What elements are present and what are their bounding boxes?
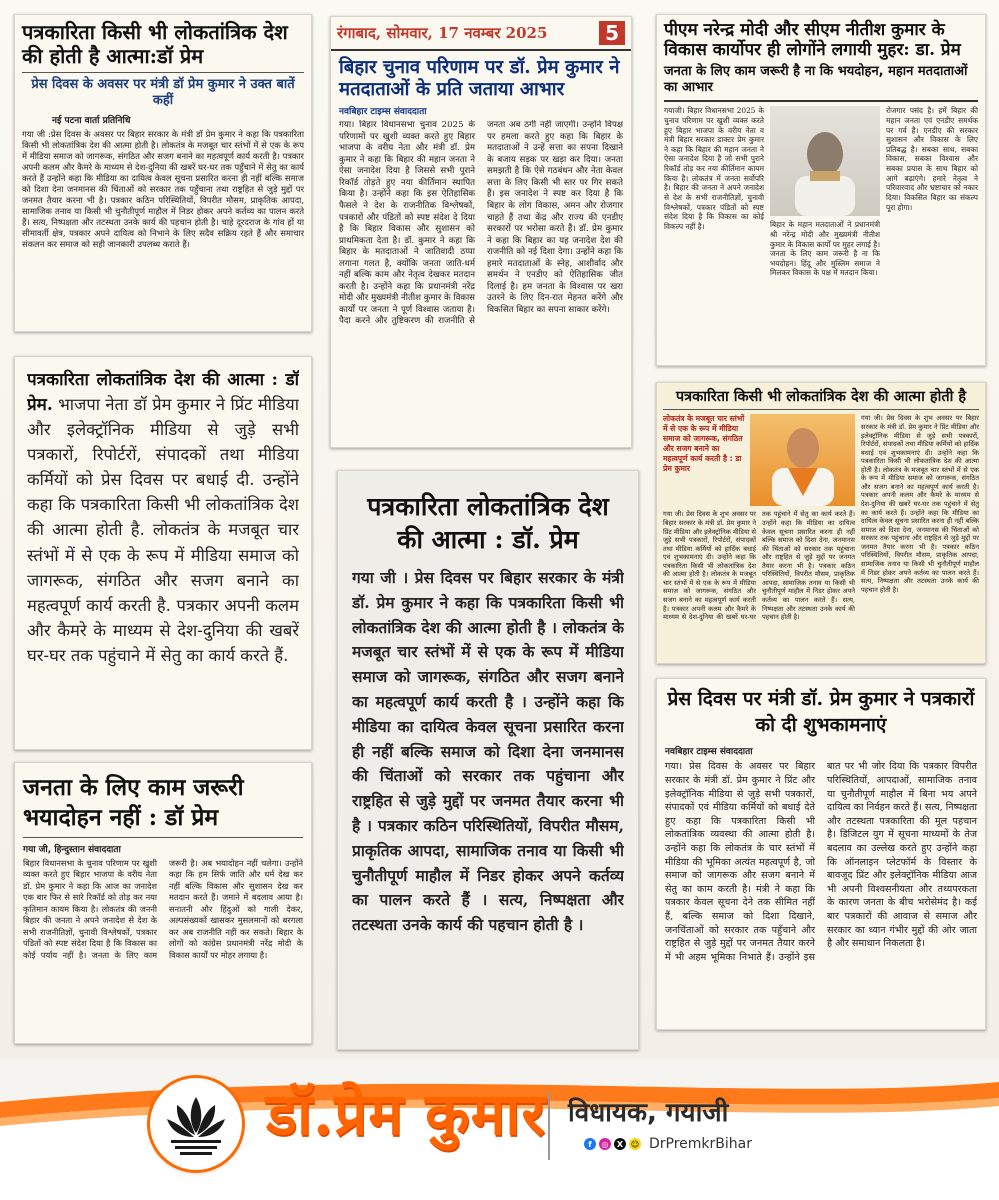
clip-patrakarita-atma-5 bbox=[14, 356, 312, 750]
footer-separator bbox=[548, 1092, 550, 1160]
clip2-byline: नवबिहार टाइम्स संवाददाता bbox=[339, 107, 427, 118]
facebook-icon[interactable]: f bbox=[584, 1138, 596, 1150]
clip4-leader-photo bbox=[750, 414, 855, 506]
clip1-subhead: प्रेस दिवस के अवसर पर मंत्री डॉ प्रेम कुमार ने उक्त बातें कहीं bbox=[31, 77, 295, 109]
clip7-headline: जनता के लिए काम जरूरी भयादोहन नहीं : डॉ प्रेम bbox=[23, 774, 244, 831]
clip4-headline: पत्रकारिता किसी भी लोकतांत्रिक देश की आत्मा होती है bbox=[675, 388, 967, 405]
clip8-byline: नवबिहार टाइम्स संवाददाता bbox=[665, 747, 753, 758]
social-handle[interactable]: DrPremkrBihar bbox=[649, 1136, 752, 1152]
clip3-portrait bbox=[780, 116, 870, 216]
clip-patrakarita-atma-4 bbox=[656, 382, 986, 664]
clip4-body-right: गया जी। प्रेस दिवस के शुभ अवसर पर बिहार सरकार के मंत्री डॉ. प्रेम कुमार ने प्रिंट मीडिया और इलेक्ट्रॉनिक मीडिया से जुड़े सभी पत्रकारों, रिपोर्टरों, संपादकों तथा मीडिया कर्मियों को हार्दिक बधाई एवं शुभकामनाएं दी। उन्होंने कहा कि पत्रकारिता किसी भी लोकतांत्रिक देश की आत्मा होती है। लोकतंत्र के मजबूत चार स्तंभों में से एक के रूप में मीडिया समाज को जागरूक, संगठित और सजग बनाने का महत्वपूर्ण कार्य करती है। पत्रकार अपनी कलम और कैमरे के माध्यम से देश-दुनिया की खबरें घर-घर तक पहुंचाने में सेतु का कार्य करते हैं। उन्होंने कहा कि मीडिया का दायित्व केवल सूचना प्रसारित करना ही नहीं बल्कि समाज को दिशा देना, जनमानस की चिंताओं को सरकार तक पहुंचाना और राष्ट्रहित से जुड़े मुद्दों पर जनमत तैयार करना भी है। पत्रकार कठिन परिस्थितियों, विपरीत मौसम, प्राकृतिक आपदा, सामाजिक तनाव या किसी भी चुनौतीपूर्ण माहौल में निडर होकर अपने कर्तव्य का पालन करते हैं। सत्य, निष्पक्षता और तटस्थता उनके कार्य की पहचान होती है। bbox=[861, 414, 979, 594]
clip4-body-left: गया जी। प्रेस दिवस के शुभ अवसर पर बिहार सरकार के मंत्री डॉ. प्रेम कुमार ने प्रिंट मीडिया और इलेक्ट्रॉनिक मीडिया से जुड़े सभी पत्रकारों, रिपोर्टरों, संपादकों तथा मीडिया कर्मियों को हार्दिक बधाई एवं शुभकामनाएं दी। उन्होंने कहा कि पत्रकारिता किसी भी लोकतांत्रिक देश की आत्मा होती है। लोकतंत्र के मजबूत चार स्तंभों में से एक के रूप में मीडिया समाज को जागरूक, संगठित और सजग बनाने का महत्वपूर्ण कार्य करती है। पत्रकार अपनी कलम और कैमरे के माध्यम से देश-दुनिया की खबरें घर-घर तक पहुंचाने में सेतु का कार्य करते हैं। उन्होंने कहा कि मीडिया का दायित्व केवल सूचना प्रसारित करना ही नहीं बल्कि समाज को दिशा देना, जनमानस की चिंताओं को सरकार तक पहुंचाना और राष्ट्रहित से जुड़े मुद्दों पर जनमत तैयार करना भी है। पत्रकार कठिन परिस्थितियों, विपरीत मौसम, प्राकृतिक आपदा, सामाजिक तनाव या किसी भी चुनौतीपूर्ण माहौल में निडर होकर अपने कर्तव्य का पालन करते हैं। सत्य, निष्पक्षता और तटस्थता उनके कार्य की पहचान होती है। bbox=[663, 510, 855, 622]
clip5-body: भाजपा नेता डॉ प्रेम कुमार ने प्रिंट मीडिया और इलेक्ट्रॉनिक मीडिया से जुड़े सभी पत्रकारों, रिपोर्टरों, संपादकों तथा मीडिया कर्मियों को प्रेस दिवस पर बधाई दी. उन्होंने कहा कि पत्रकारिता किसी भी लोकतांत्रिक देश की आत्मा होती है. लोकतंत्र के मजबूत चार स्तंभों में से एक के रूप में मीडिया समाज को जागरूक, संगठित और सजग बनाने का महत्वपूर्ण कार्य करती है. पत्रकार अपनी कलम और कैमरे के माध्यम से देश-दुनिया की खबरें घर-घर तक पहुंचाने में सेतु का कार्य करते हैं. bbox=[27, 395, 299, 665]
clip4-rule bbox=[663, 409, 979, 410]
clip2-page-number: 5 bbox=[599, 21, 625, 45]
clip1-headline: पत्रकारिता किसी भी लोकतांत्रिक देश की होती है आत्मा:डॉ प्रेम bbox=[22, 20, 288, 68]
snapchat-icon[interactable]: ☺ bbox=[630, 1139, 640, 1149]
clip4-portrait bbox=[758, 416, 848, 506]
clip3-leader-photo bbox=[770, 106, 880, 216]
clip2-headline: बिहार चुनाव परिणाम पर डॉ. प्रेम कुमार ने मतदाताओं के प्रति जताया आभार bbox=[339, 57, 620, 101]
clip3-body-left: गयाजी। बिहार विधानसभा 2025 के चुनाव परिणाम पर खुशी व्यक्त करते हुए बिहार भाजपा के वरीय नेता व मंत्री बिहार सरकार डाक्टर प्रेम कुमार ने कहा कि बिहार की महान जनता ने ऐसा जनादेश दिया है जो सभी पुराने रिकॉर्ड तोड़ कर नया कीर्तिमान कायम किया है। लोकतंत्र में जनता सर्वोपरि है। बिहार की जनता ने अपने जनादेश से देश के सभी राजनीतिज्ञों, चुनावी विश्लेषकों, पत्रकार पंडितों को स्पष्ट संदेश दिया है कि विकास का कोई विकल्प नहीं है। bbox=[664, 106, 764, 231]
clip6-body: गया जी । प्रेस दिवस पर बिहार सरकार के मंत्री डॉ. प्रेम कुमार ने कहा कि पत्रकारिता किसी भी लोकतांत्रिक देश की आत्मा होती है । लोकतंत्र के मजबूत चार स्तंभों में से एक के रूप में मीडिया समाज को जागरूक, संगठित और सजग बनाने का महत्वपूर्ण कार्य करती है । उन्होंने कहा कि मीडिया का दायित्व केवल सूचना प्रसारित करना ही नहीं बल्कि समाज को दिशा देना जनमानस की चिंताओं को सरकार तक पहुंचाना और राष्ट्रहित से जुड़े मुद्दों पर जनमत तैयार करना भी है । पत्रकार कठिन परिस्थितियों, विपरीत मौसम, प्राकृतिक आपदा, सामाजिक तनाव या किसी भी चुनौतीपूर्ण माहौल में निडर होकर अपने कर्तव्य का पालन करते हैं । सत्य, निष्पक्षता और तटस्थता उनके कार्य की पहचान होती है । bbox=[352, 568, 624, 935]
clip8-headline: प्रेस दिवस पर मंत्री डॉ. प्रेम कुमार ने पत्रकारों को दी शुभकामनाएं bbox=[667, 688, 975, 736]
clip3-rule bbox=[664, 100, 978, 102]
clip2-dateline: रंगाबाद, सोमवार, 17 नवम्बर 2025 bbox=[337, 24, 548, 42]
clip-modi-nitish-vikas bbox=[656, 14, 986, 366]
clip1-rule bbox=[22, 72, 304, 73]
clip-janta-kaam-jaruri bbox=[14, 762, 312, 1044]
bjp-lotus-logo bbox=[150, 1078, 242, 1170]
clip3-subhead: जनता के लिए काम जरूरी है ना कि भयदोहन, महान मतदाताओं का आभार bbox=[664, 63, 968, 96]
clip1-body: गया जी :प्रेस दिवस के अवसर पर बिहार सरकार के मंत्री डॉ प्रेम कुमार ने कहा कि पत्रकारिता किसी भी लोकतांत्रिक देश की आत्मा होती है। लोकतंत्र के मजबूत चार स्तंभों में से एक के रूप में मीडिया समाज को जागरूक, संगठित और सजग बनाने का महत्वपूर्ण कार्य करती है। पत्रकार अपनी कलम और कैमरे के माध्यम से देश-दुनिया की खबरें घर-घर तक पहुँचाने में सेतु का कार्य करते हैं उन्होंने कहा कि मीडिया का दायित्व केवल सूचना प्रसारित करना ही नहीं बल्कि समाज को दिशा देना जनमानस की चिंताओं को सरकार तक पहुँचाना तथा राष्ट्रहित से जुड़े मुद्दों पर जनमत तैयार करना भी है। पत्रकार कठिन परिस्थितियों, विपरीत मौसम, प्राकृतिक आपदा, सामाजिक तनाव या किसी भी चुनौतीपूर्ण माहौल में निडर होकर अपने कर्तव्य का पालन करते हैं। सत्य, निष्पक्षता और तटस्थता उनके कार्य की पहचान होती है। चाहे दूरदराज के गांव हों या सीमावर्ती क्षेत्र, पत्रकार अपने दायित्व को निभाने के लिए सदैव सक्रिय रहते हैं और समाचार संकलन कर समाज को सही जानकारी उपलब्ध कराते हैं। bbox=[22, 128, 304, 250]
footer-designation: विधायक, गयाजी bbox=[568, 1098, 729, 1128]
clip1-byline: नई पटना वार्ता प्रतिनिधि bbox=[52, 115, 131, 126]
clip3-body-right: रोजगार पसंद है। हमें बिहार की महान जनता एवं एनडीए समर्थक पर गर्व है। एनडीए की सरकार सुशासन और विकास के लिए प्रतिबद्ध है। सबका साथ, सबका विकास, सबका विश्वास और सबका प्रयास के साथ बिहार को आगे बढ़ाएंगे। हमारे नेतृत्व ने परिवारवाद और भ्रष्टाचार को नकार दिया। विकसित बिहार का संकल्प पूरा होगा। bbox=[886, 106, 978, 212]
clip5-article bbox=[27, 367, 299, 739]
footer-brand-name: डॉ.प्रेम कुमार bbox=[266, 1080, 547, 1148]
clip2-body: गया। बिहार विधानसभा चुनाव 2025 के परिणामों पर खुशी व्यक्त करते हुए बिहार भाजपा के वरीय नेता और मंत्री डॉ. प्रेम कुमार ने कहा कि बिहार की महान जनता ने ऐसा जनादेश दिया है जिससे सभी पुराने रिकॉर्ड तोड़ते हुए नया कीर्तिमान स्थापित किया है। उन्होंने कहा कि इस ऐतिहासिक फैसले ने देश के राजनीतिक विश्लेषकों, पत्रकारों और पंडितों को स्पष्ट संदेश दे दिया है कि बिहार विकास और सुशासन को प्राथमिकता देता है। डॉ. कुमार ने कहा कि बिहार के मतदाताओं ने जातिवादी ठप्पा लगाना गलत है, क्योंकि जनता जाति-धर्म नहीं बल्कि काम और नेतृत्व देखकर मतदान करती है। उन्होंने कहा कि प्रधानमंत्री नरेंद्र मोदी और मुख्यमंत्री नीतीश कुमार के विकास कार्यों पर जनता ने पूर्ण विश्वास जताया है। पैदा करने और तुष्टिकरण की राजनीति से जनता अब ठगी नहीं जाएगी। उन्होंने विपक्ष पर हमला करते हुए कहा कि बिहार के मतदाताओं ने उन्हें सत्ता का सपना दिखाने के बजाय सड़क पर खड़ा कर दिया। जनता समझती है कि ऐसे गठबंधन और नेता केवल सत्ता के लिए किसी भी स्तर पर गिर सकते हैं। इस जनादेश ने स्पष्ट कर दिया है कि बिहार के लोग विकास, अमन और रोजगार चाहते हैं तथा केंद्र और राज्य की एनडीए सरकारों पर भरोसा करते हैं। डॉ. प्रेम कुमार ने कहा कि बिहार का यह जनादेश देश की राजनीति को नई दिशा देगा। उन्होंने कहा कि हमारे मतदाताओं के स्नेह, आशीर्वाद और समर्थन ने एनडीए को ऐतिहासिक जीत दिलाई है। हम जनता के विश्वास पर खरा उतरने के लिए दिन-रात मेहनत करेंगे और विकसित बिहार का सपना साकार करेंगे। bbox=[339, 120, 623, 327]
clip-press-diwas-shubhkamna bbox=[656, 678, 986, 1030]
clip-chunav-parinam bbox=[330, 16, 632, 448]
clip5-headline: पत्रकारिता लोकतांत्रिक देश की आत्मा : डॉ प्रेम. bbox=[27, 370, 299, 416]
clip-patrakarita-atma-6 bbox=[337, 470, 639, 1050]
social-handle-row bbox=[584, 1136, 752, 1152]
clip3-body-mid: बिहार के महान मतदाताओं ने प्रधानमंत्री श्री नरेन्द्र मोदी और मुख्यमंत्री नीतीश कुमार के विकास कार्यों पर मुहर लगाई है। जनता के लिए काम जरूरी है ना कि भयदोहन। हिंदू और मुस्लिम समाज ने मिलकर विकास के पक्ष में मतदान किया। bbox=[770, 220, 880, 278]
clip4-sidebar-quote: लोकतंत्र के मजबूत चार स्तंभों में से एक के रूप में मीडिया समाज को जागरूक, संगठित और सजग बनाने का महत्वपूर्ण कार्य करती है : डा प्रेम कुमार bbox=[663, 414, 745, 473]
clip7-byline: गया जी, हिन्दुस्तान संवाददाता bbox=[23, 844, 121, 855]
lotus-icon bbox=[161, 1089, 231, 1159]
clip6-headline: पत्रकारिता लोकतांत्रिक देश की आत्मा : डॉ. प्रेम bbox=[367, 492, 609, 554]
clip3-headline: पीएम नरेन्द्र मोदी और सीएम नीतीश कुमार के विकास कार्योपर ही लोगोंने लगायी मुहर: डा. प्रेम bbox=[664, 20, 961, 61]
x-icon[interactable]: X bbox=[614, 1138, 626, 1150]
clip-patrakarita-atma-1 bbox=[14, 14, 312, 332]
instagram-icon[interactable]: ◎ bbox=[599, 1138, 611, 1150]
clip2-date-strip bbox=[331, 17, 631, 51]
clip7-rule bbox=[23, 837, 303, 838]
clip7-body: बिहार विधानसभा के चुनाव परिणाम पर खुशी व्यक्त करते हुए बिहार भाजपा के वरीय नेता डॉ. प्रेम कुमार ने कहा कि आज का जनादेश एक बार फिर से सारे रिकॉर्ड को तोड़ कर नया कृतिमान कायम किया है। लोकतंत्र की जननी बिहार की जनता ने अपने जनादेश से देश के सभी राजनीतिज्ञों, चुनावी विश्लेषकों, पत्रकार पंडितों को स्पष्ट संदेश दिया है कि विकास का कोई पर्याय नहीं है। जनता के लिए काम जरूरी है। अब भयादोहन नहीं चलेगा। उन्होंने कहा कि हम सिर्फ जाति और धर्म देख कर नहीं बल्कि विकास और सुशासन देख कर मतदान करते हैं। जमाने में बदलाव आया है। सनातनी और हिंदुओं को गाली देकर, अल्पसंख्यकों खासकर मुसलमानों को बरगला कर अब राजनीति नहीं कर सकते। बिहार के लोगों को कांग्रेस प्रधानमंत्री नरेंद्र मोदी के विकास कार्यों पर मोहर लगाया है। bbox=[23, 857, 303, 960]
clip8-body: गया। प्रेस दिवस के अवसर पर बिहार सरकार के मंत्री डॉ. प्रेम कुमार ने प्रिंट और इलेक्ट्रॉनिक मीडिया से जुड़े सभी पत्रकारों, संपादकों एवं मीडिया कर्मियों को बधाई देते हुए कहा कि पत्रकारिता किसी भी लोकतांत्रिक व्यवस्था की आत्मा होती है। उन्होंने कहा कि लोकतंत्र के चार स्तंभों में मीडिया की भूमिका अत्यंत महत्वपूर्ण है, जो समाज को जागरूक और सजग बनाने में सेतु का काम करती है। मंत्री ने कहा कि पत्रकार केवल सूचना देने तक सीमित नहीं हैं, बल्कि समाज को दिशा दिखाने, जनचिंताओं को सरकार तक पहुँचाने और राष्ट्रहित से जुड़े मुद्दों पर जनमत तैयार करने में भी अहम भूमिका निभाते हैं। उन्होंने इस बात पर भी जोर दिया कि पत्रकार विपरीत परिस्थितियों, आपदाओं, सामाजिक तनाव या चुनौतीपूर्ण माहौल में बिना भय अपने दायित्व का निर्वहन करते हैं। सत्य, निष्पक्षता और तटस्थता पत्रकारिता की मूल पहचान है। डिजिटल युग में सूचना माध्यमों के तेज बदलाव का उल्लेख करते हुए उन्होंने कहा कि ऑनलाइन प्लेटफॉर्म के विस्तार के बावजूद प्रिंट और इलेक्ट्रॉनिक मीडिया आज भी अपनी विश्वसनीयता और तथ्यपरकता के कारण जनता के बीच भरोसेमंद है। कई बार पत्रकारों की आवाज से समाज और सरकार का ध्यान गंभीर मुद्दों की ओर जाता है और समाधान निकलता है। bbox=[665, 761, 977, 963]
